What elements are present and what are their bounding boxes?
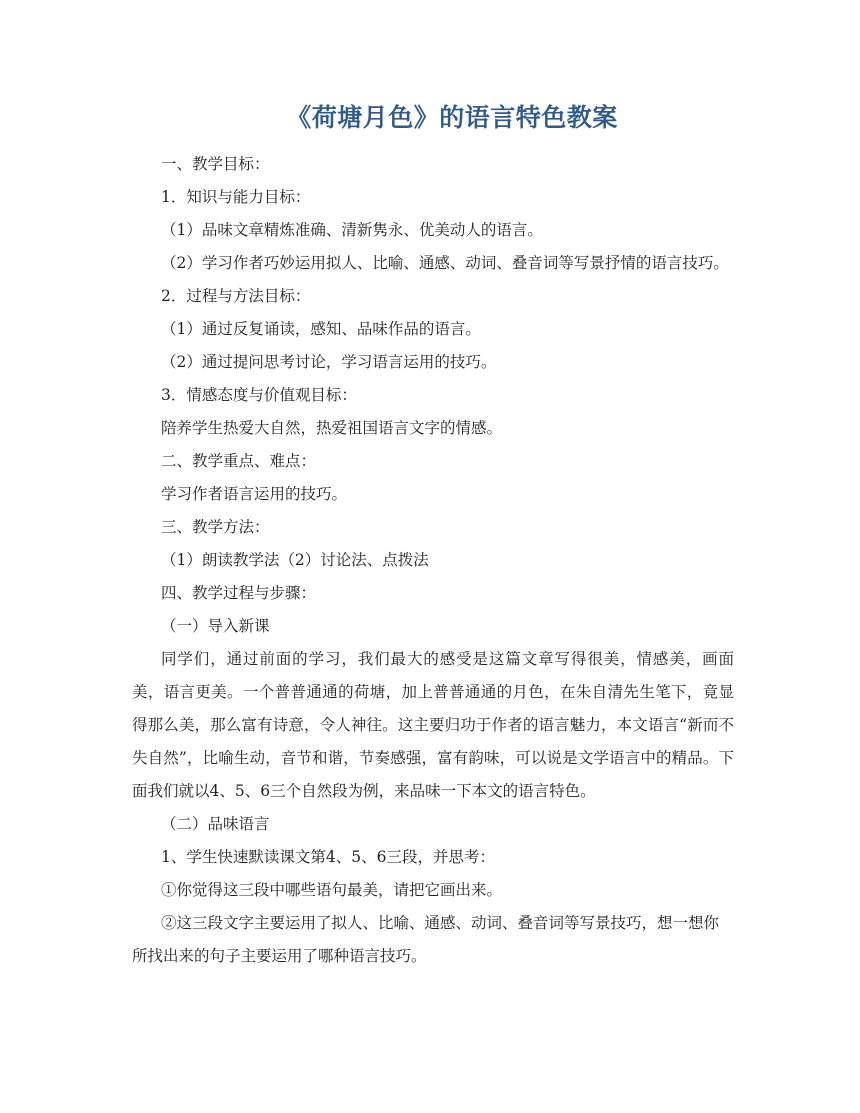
subheading-knowledge: 1．知识与能力目标：: [161, 188, 311, 206]
section-heading-methods: 三、教学方法：: [161, 518, 270, 536]
paragraph: 陪养学生热爱大自然，热爱祖国语言文字的情感。: [161, 419, 503, 437]
subheading-intro: （一）导入新课: [161, 617, 270, 635]
paragraph: 1、学生快速默读课文第4、5、6三段，并思考：: [161, 848, 495, 866]
subheading-language: （二）品味语言: [161, 815, 270, 833]
list-item: ②这三段文字主要运用了拟人、比喻、通感、动词、叠音词等写景技巧，想一想你所找出来的句子主要运用了哪种语言技巧。: [132, 914, 720, 965]
paragraph-intro: 同学们，通过前面的学习，我们最大的感受是这篇文章写得很美，情感美，画面美，语言更美。一个普普通通的荷塘，加上普普通通的月色，在朱自清先生笔下，竟显得那么美，那么富有诗意，令人神往。这主要归功于作者的语言魅力，本文语言“新而不失自然”，比喻生动，音节和谐，节奏感强，富有韵味，可以说是文学语言中的精品。下面我们就以4、5、6三个自然段为例，来品味一下本文的语言特色。: [132, 650, 734, 800]
section-heading-focus: 二、教学重点、难点：: [161, 452, 317, 470]
subheading-process: 2．过程与方法目标：: [161, 287, 311, 305]
list-item: （2）通过提问思考讨论，学习语言运用的技巧。: [161, 353, 497, 371]
list-item: ①你觉得这三段中哪些语句最美，请把它画出来。: [161, 881, 503, 899]
section-heading-objectives: 一、教学目标：: [161, 155, 270, 173]
subheading-attitude: 3．情感态度与价值观目标：: [161, 386, 357, 404]
list-item: （2）学习作者巧妙运用拟人、比喻、通感、动词、叠音词等写景抒情的语言技巧。: [161, 254, 729, 272]
paragraph: 学习作者语言运用的技巧。: [161, 485, 348, 503]
section-heading-process: 四、教学过程与步骤：: [161, 584, 317, 602]
document-title: 《荷塘月色》的语言特色教案: [286, 103, 618, 132]
list-item: （1）品味文章精炼准确、清新隽永、优美动人的语言。: [161, 221, 543, 239]
list-item: （1）通过反复诵读，感知、品味作品的语言。: [161, 320, 481, 338]
paragraph: （1）朗读教学法（2）讨论法、点拨法: [161, 551, 429, 569]
